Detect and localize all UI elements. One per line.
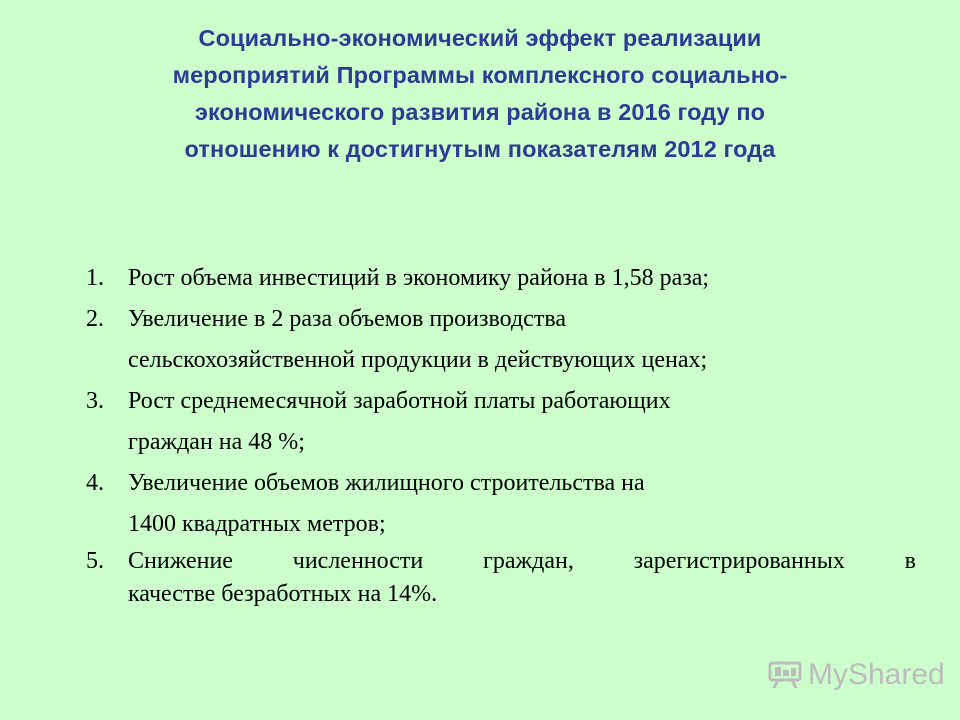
- item-text-line: Рост объема инвестиций в экономику района в 1,58 раза;: [128, 265, 710, 291]
- item-text-line: Увеличение в 2 раза объемов производства: [128, 306, 566, 332]
- list-item: [86, 381, 916, 463]
- item-text-line: Увеличение объемов жилищного строительства на: [128, 470, 645, 496]
- item-text-line: граждан на 48 %;: [128, 429, 305, 455]
- item-number: 4.: [86, 470, 104, 496]
- title-line: мероприятий Программы комплексного социально-: [172, 62, 788, 88]
- list-item: [86, 258, 916, 299]
- item-number: 5.: [86, 548, 104, 574]
- projector-icon: [768, 660, 802, 690]
- watermark-text: MyShared: [808, 658, 945, 691]
- list-item: [86, 463, 916, 545]
- item-text-line: 1400 квадратных метров;: [128, 511, 386, 537]
- item-text-line: качестве безработных на 14%.: [128, 581, 438, 607]
- results-list: [86, 258, 916, 611]
- item-number: 3.: [86, 388, 104, 414]
- title-line: Социально-экономический эффект реализации: [198, 25, 762, 51]
- list-item: [86, 299, 916, 381]
- title-line: отношению к достигнутым показателям 2012 года: [184, 136, 776, 162]
- watermark-logo[interactable]: [768, 655, 945, 695]
- item-text-line: Рост среднемесячной заработной платы работающих: [128, 388, 671, 414]
- list-item: [86, 545, 916, 611]
- title-line: экономического развития района в 2016 году по: [194, 99, 766, 125]
- item-text-line: Снижение численности граждан, зарегистрированных в: [128, 548, 916, 574]
- item-number: 2.: [86, 306, 104, 332]
- item-text-line: сельскохозяйственной продукции в действующих ценах;: [128, 347, 708, 373]
- item-number: 1.: [86, 265, 104, 291]
- slide-title: [80, 20, 880, 168]
